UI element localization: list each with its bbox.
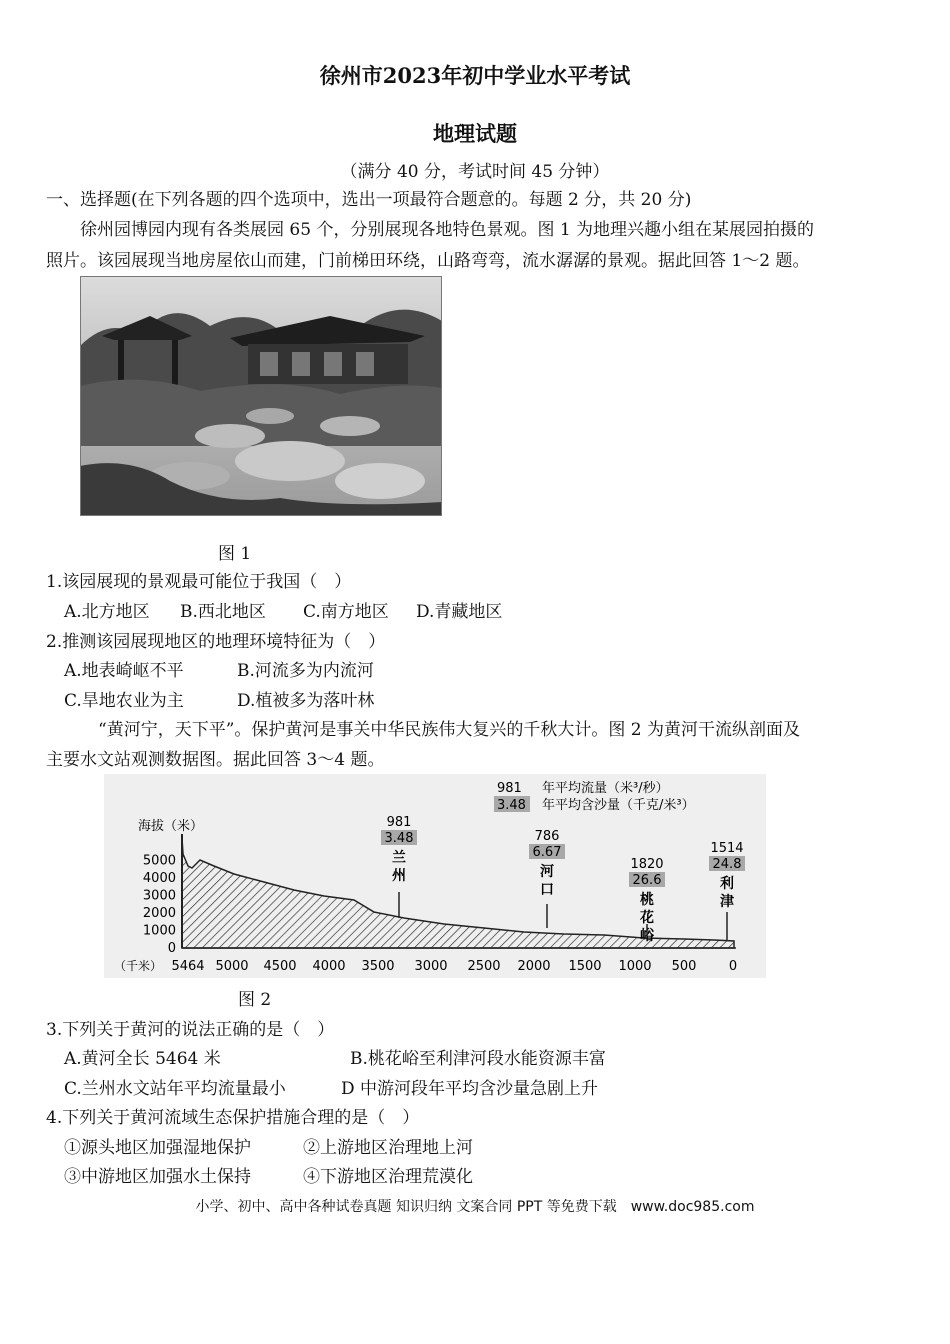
station-sediment-value: 26.6: [632, 873, 662, 888]
q1-option-a: A.北方地区: [64, 602, 150, 622]
q4-stem: 4.下列关于黄河流域生态保护措施合理的是（ ）: [46, 1108, 420, 1128]
subject-title: 地理试题: [433, 121, 517, 146]
x-tick-label: 4500: [263, 959, 297, 974]
x-ticks: [171, 959, 737, 974]
q1-option-b: B.西北地区: [180, 602, 266, 622]
legend-flow-value: 981: [497, 781, 522, 796]
y-tick-label: 1000: [142, 923, 176, 939]
q3-stem: 3.下列关于黄河的说法正确的是（ ）: [46, 1020, 335, 1040]
exam-info: （满分 40 分，考试时间 45 分钟）: [340, 162, 610, 182]
station-sediment-value: 24.8: [712, 857, 742, 872]
x-tick-label: 3000: [414, 959, 448, 974]
x-tick-label: 4000: [312, 959, 346, 974]
legend-sed-value: 3.48: [497, 798, 526, 813]
y-tick-label: 4000: [142, 871, 176, 886]
q2-option-b: B.河流多为内流河: [237, 661, 374, 681]
passage2-line2: 主要水文站观测数据图。据此回答 3～4 题。: [46, 750, 385, 770]
y-tick-label: 5000: [142, 853, 176, 869]
station-河口: [529, 829, 565, 928]
q2-option-d: D.植被多为落叶林: [237, 691, 375, 711]
q1-option-c: C.南方地区: [303, 602, 389, 622]
station-name-char: 花: [640, 910, 654, 926]
station-flow-value: 981: [386, 815, 412, 830]
exam-title: 徐州市2023年初中学业水平考试: [319, 63, 631, 88]
legend-sed-label: 年平均含沙量（千克/米³）: [542, 798, 695, 813]
q3-option-c: C.兰州水文站年平均流量最小: [64, 1079, 286, 1099]
yellow-river-profile-figure: [104, 774, 766, 978]
station-桃花峪: [629, 857, 665, 944]
station-name-char: 口: [540, 882, 554, 898]
q1-option-d: D.青藏地区: [416, 602, 503, 622]
fig1-caption: 图 1: [218, 544, 252, 564]
x-tick-label: 5464: [171, 959, 205, 974]
y-tick-label: 0: [167, 941, 176, 956]
legend-flow-label: 年平均流量（米³/秒）: [542, 781, 669, 796]
q1-stem: 1.该园展现的景观最可能位于我国（ ）: [46, 572, 352, 592]
x-tick-label: 1500: [568, 959, 602, 974]
q2-stem: 2.推测该园展现地区的地理环境特征为（ ）: [46, 632, 386, 652]
station-flow-value: 1514: [710, 841, 744, 856]
station-利津: [709, 841, 745, 940]
station-name-char: 兰: [392, 850, 406, 866]
x-tick-label: 500: [671, 959, 697, 974]
x-axis-unit: （千米）: [114, 959, 163, 973]
y-tick-label: 3000: [142, 888, 176, 904]
x-tick-label: 2000: [517, 959, 551, 974]
station-name-char: 州: [392, 868, 406, 884]
q4-option-3: ③中游地区加强水土保持: [64, 1167, 251, 1187]
x-tick-label: 1000: [618, 959, 652, 974]
station-name-char: 峪: [640, 928, 654, 944]
station-sediment-value: 3.48: [384, 831, 414, 846]
passage1-line2: 照片。该园展现当地房屋依山而建，门前梯田环绕，山路弯弯，流水潺潺的景观。据此回答 1～2 题。: [46, 251, 810, 271]
q3-option-b: B.桃花峪至利津河段水能资源丰富: [350, 1049, 606, 1069]
station-name-char: 桃: [640, 892, 654, 908]
station-flow-value: 786: [534, 829, 560, 844]
station-sediment-value: 6.67: [532, 845, 562, 860]
fig2-caption: 图 2: [238, 990, 272, 1010]
section-heading: 一、选择题(在下列各题的四个选项中，选出一项最符合题意的。每题 2 分，共 20 分): [46, 190, 692, 210]
station-兰州: [381, 815, 417, 918]
station-flow-value: 1820: [630, 857, 664, 872]
q3-option-d: D 中游河段年平均含沙量急剧上升: [341, 1079, 599, 1099]
garden-photo: [80, 276, 442, 516]
q2-option-c: C.旱地农业为主: [64, 691, 184, 711]
y-axis-title: 海拔（米）: [138, 819, 204, 834]
x-tick-label: 0: [728, 959, 738, 974]
q4-option-2: ②上游地区治理地上河: [303, 1138, 473, 1158]
x-tick-label: 3500: [361, 959, 395, 974]
q4-option-1: ①源头地区加强湿地保护: [64, 1138, 251, 1158]
x-tick-label: 2500: [467, 959, 501, 974]
x-tick-label: 5000: [215, 959, 249, 974]
q2-option-a: A.地表崎岖不平: [64, 661, 184, 681]
q3-option-a: A.黄河全长 5464 米: [64, 1049, 221, 1069]
passage1-line1: 徐州园博园内现有各类展园 65 个，分别展现各地特色景观。图 1 为地理兴趣小组在某展园拍摄的: [80, 220, 815, 240]
q4-option-4: ④下游地区治理荒漠化: [303, 1167, 473, 1187]
station-name-char: 利: [720, 876, 734, 892]
footer-watermark: 小学、初中、高中各种试卷真题 知识归纳 文案合同 PPT 等免费下载 www.doc985.com: [195, 1199, 755, 1215]
station-name-char: 津: [720, 894, 734, 910]
y-tick-label: 2000: [142, 906, 176, 921]
passage2-line1: “黄河宁，天下平”。保护黄河是事关中华民族伟大复兴的千秋大计。图 2 为黄河干流纵剖面及: [98, 720, 801, 740]
y-ticks: [143, 854, 176, 957]
station-name-char: 河: [540, 864, 554, 880]
